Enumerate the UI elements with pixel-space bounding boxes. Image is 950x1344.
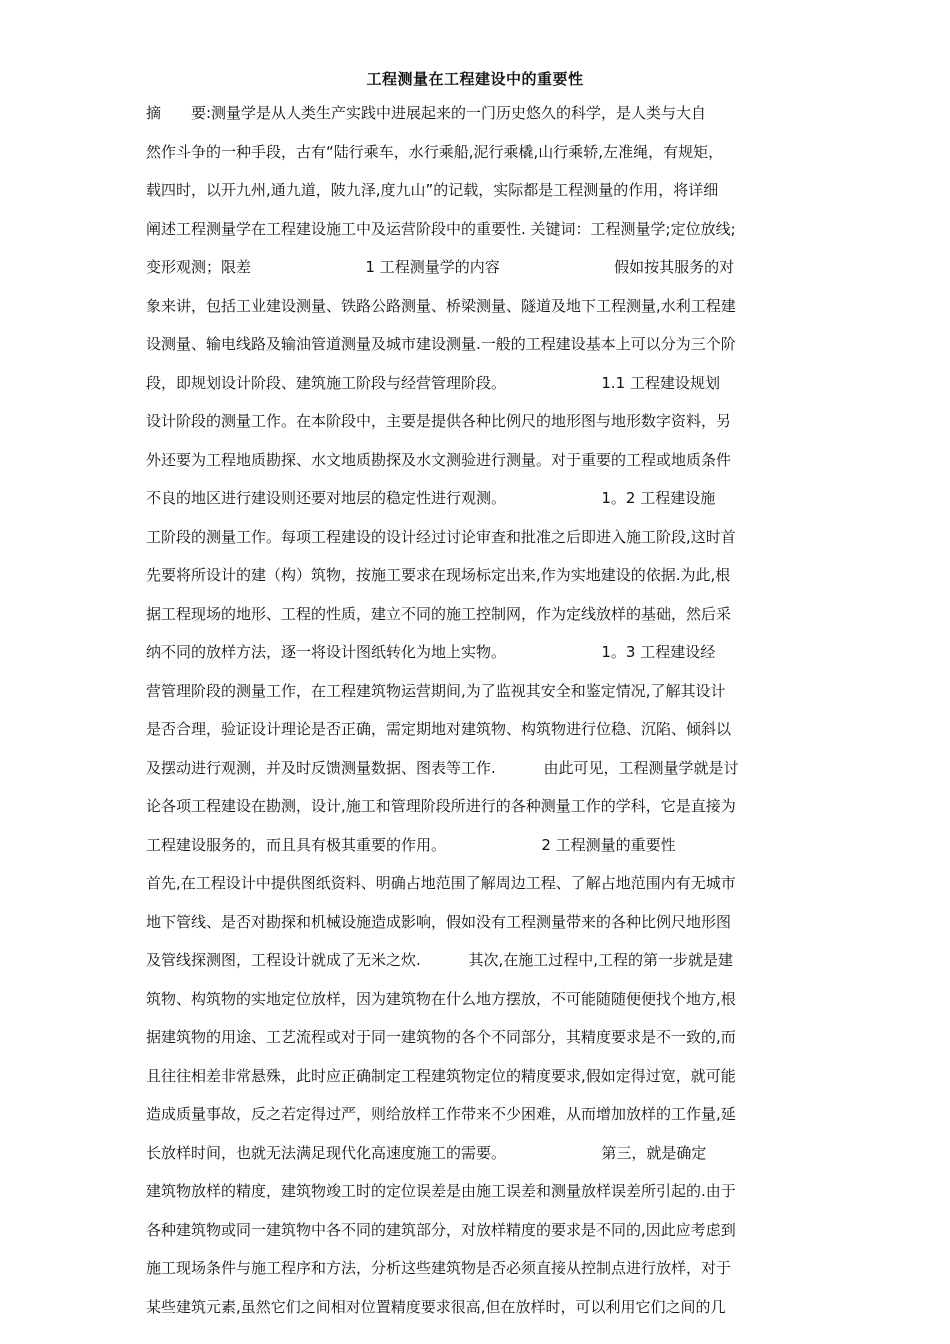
text-line: 变形观测；限差 1 工程测量学的内容 假如按其服务的对 bbox=[146, 258, 735, 276]
text-line: 地下管线、是否对勘探和机械设施造成影响，假如没有工程测量带来的各种比例尺地形图 bbox=[146, 912, 732, 931]
text-line: 某些建筑元素,虽然它们之间相对位置精度要求很高,但在放样时，可以利用它们之间的几 bbox=[146, 1297, 726, 1316]
text-line: 先要将所设计的建（构）筑物，按施工要求在现场标定出来,作为实地建设的依据.为此,根 bbox=[146, 566, 731, 584]
text-line: 且往往相差非常悬殊，此时应正确制定工程建筑物定位的精度要求,假如定得过宽，就可能 bbox=[146, 1066, 736, 1085]
text-line: 段，即规划设计阶段、建筑施工阶段与经营管理阶段。 1.1 工程建设规划 bbox=[146, 373, 720, 392]
document-title: 工程测量在工程建设中的重要性 bbox=[366, 70, 584, 88]
text-line: 首先,在工程设计中提供图纸资料、明确占地范围了解周边工程、了解占地范围内有无城市 bbox=[146, 874, 736, 892]
text-line: 营管理阶段的测量工作，在工程建筑物运营期间,为了监视其安全和鉴定情况,了解其设计 bbox=[146, 681, 726, 700]
text-line: 各种建筑物或同一建筑物中各不同的建筑部分，对放样精度的要求是不同的,因此应考虑到 bbox=[146, 1220, 736, 1239]
text-line: 长放样时间，也就无法满足现代化高速度施工的需要。 第三，就是确定 bbox=[146, 1143, 707, 1162]
text-line: 是否合理，验证设计理论是否正确，需定期地对建筑物、构筑物进行位稳、沉陷、倾斜以 bbox=[146, 720, 732, 738]
text-line: 载四时，以开九州,通九道，陂九泽,度九山”的记载，实际都是工程测量的作用，将详细 bbox=[146, 181, 719, 199]
text-line: 阐述工程测量学在工程建设施工中及运营阶段中的重要性. 关键词：工程测量学;定位放线; bbox=[146, 219, 736, 238]
text-line: 外还要为工程地质勘探、水文地质勘探及水文测验进行测量。对于重要的工程或地质条件 bbox=[146, 450, 732, 469]
text-line: 设计阶段的测量工作。在本阶段中，主要是提供各种比例尺的地形图与地形数字资料，另 bbox=[146, 412, 732, 430]
text-line: 及管线探测图，工程设计就成了无米之炊. 其次,在施工过程中,工程的第一步就是建 bbox=[146, 951, 733, 969]
text-line: 筑物、构筑物的实地定位放样，因为建筑物在什么地方摆放，不可能随随便便找个地方,根 bbox=[146, 989, 736, 1008]
text-line: 纳不同的放样方法，逐一将设计图纸转化为地上实物。 1。3 工程建设经 bbox=[146, 643, 716, 661]
text-line: 施工现场条件与施工程序和方法，分析这些建筑物是否必须直接从控制点进行放样，对于 bbox=[146, 1259, 732, 1277]
text-line: 不良的地区进行建设则还要对地层的稳定性进行观测。 1。2 工程建设施 bbox=[146, 489, 716, 507]
text-line: 建筑物放样的精度，建筑物竣工时的定位误差是由施工误差和测量放样误差所引起的.由于 bbox=[146, 1182, 736, 1200]
text-line: 及摆动进行观测，并及时反馈测量数据、图表等工作. 由此可见，工程测量学就是讨 bbox=[146, 758, 739, 777]
text-line: 象来讲，包括工业建设测量、铁路公路测量、桥梁测量、隧道及地下工程测量,水利工程建 bbox=[146, 296, 736, 315]
text-line: 工程建设服务的，而且具有极其重要的作用。 2 工程测量的重要性 bbox=[146, 835, 676, 854]
text-line: 据建筑物的用途、工艺流程或对于同一建筑物的各个不同部分，其精度要求是不一致的,而 bbox=[146, 1028, 736, 1046]
text-line: 设测量、输电线路及输油管道测量及城市建设测量.一般的工程建设基本上可以分为三个阶 bbox=[146, 335, 736, 353]
text-line: 论各项工程建设在勘测，设计,施工和管理阶段所进行的各种测量工作的学科，它是直接为 bbox=[146, 797, 736, 815]
text-line: 工阶段的测量工作。每项工程建设的设计经过讨论审查和批准之后即进入施工阶段,这时首 bbox=[146, 527, 736, 546]
text-line: 造成质量事故，反之若定得过严，则给放样工作带来不少困难，从而增加放样的工作量,延 bbox=[146, 1105, 736, 1123]
text-line: 摘 要:测量学是从人类生产实践中进展起来的一门历史悠久的科学，是人类与大自 bbox=[146, 104, 707, 122]
text-line: 据工程现场的地形、工程的性质，建立不同的施工控制网，作为定线放样的基础，然后采 bbox=[146, 604, 732, 623]
text-line: 然作斗争的一种手段，古有“陆行乘车，水行乘船,泥行乘橇,山行乘轿,左准绳，有规矩， bbox=[146, 142, 724, 161]
